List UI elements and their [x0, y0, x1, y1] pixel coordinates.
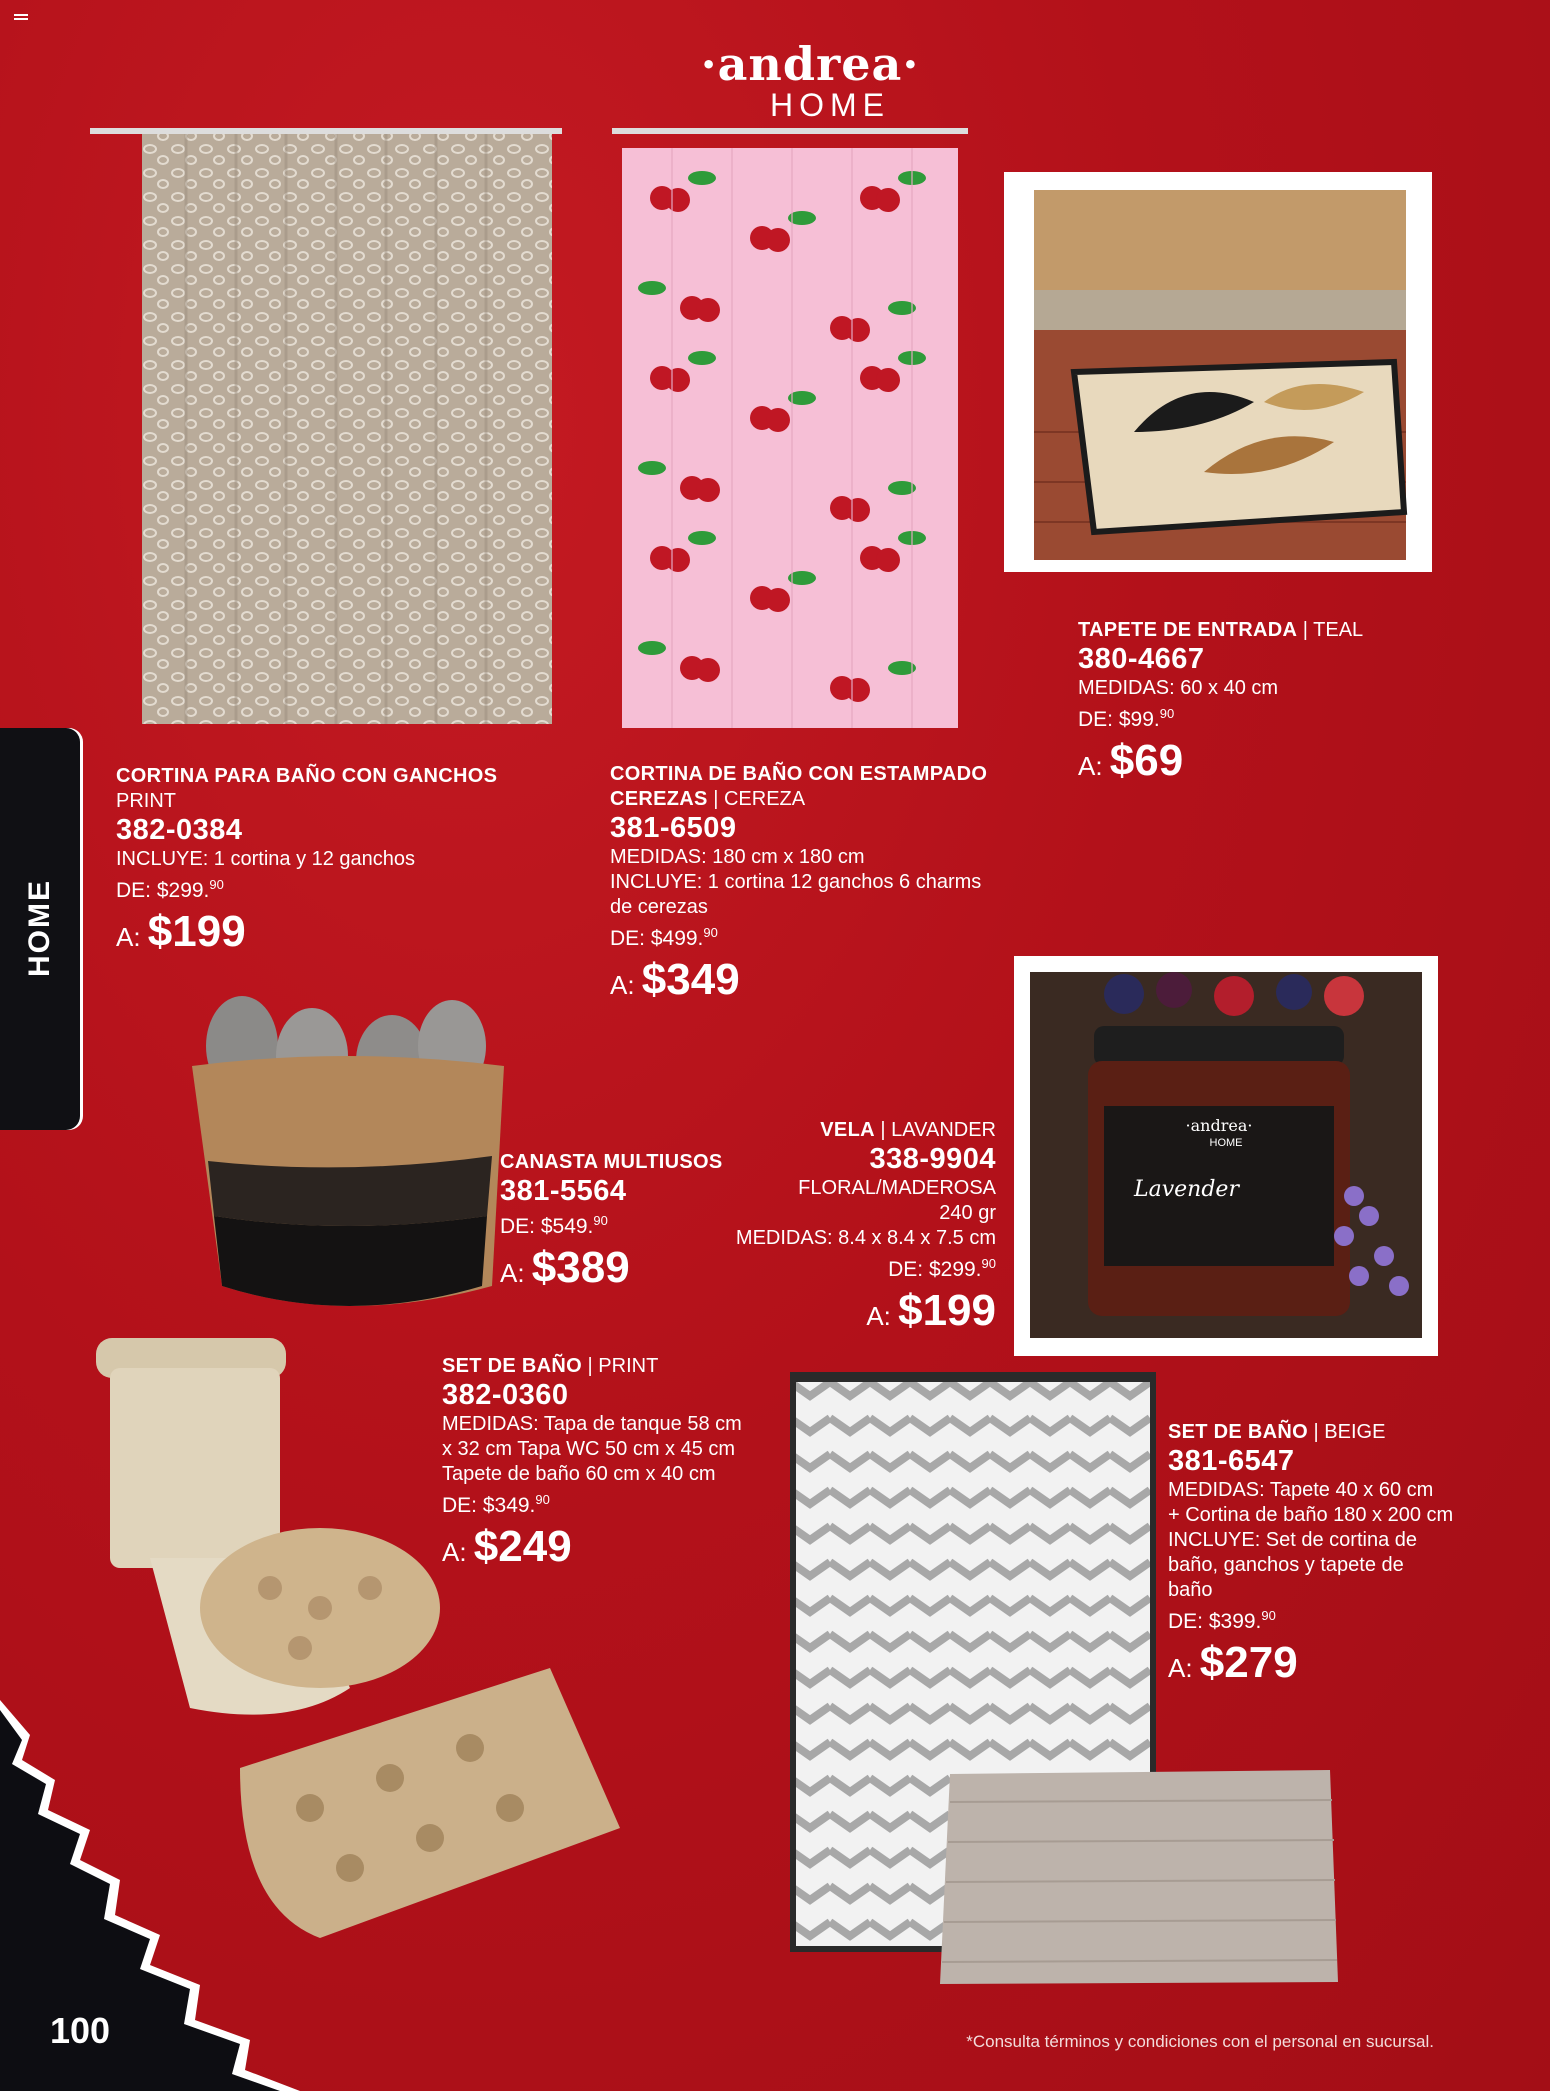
product-4-price: A: $389 [500, 1243, 630, 1292]
product-7-price-from: DE: $399.90 [1168, 1608, 1276, 1633]
entry-mat-image [1004, 172, 1432, 572]
product-3-info: TAPETE DE ENTRADA | TEAL 380-4667 MEDIDAS: 60 x 40 cm DE: $99.90 A: $69 [1078, 618, 1438, 786]
product-7-price: A: $279 [1168, 1638, 1298, 1687]
product-7-name: SET DE BAÑO [1168, 1421, 1308, 1443]
candle-scent: Lavender [1134, 1177, 1239, 1202]
product-7-detail: INCLUYE: Set de cortina de [1168, 1529, 1418, 1551]
product-4-price-from: DE: $549.90 [500, 1213, 608, 1238]
product-6-info: SET DE BAÑO | PRINT 382-0360 MEDIDAS: Tapa de tanque 58 cm x 32 cm Tapa WC 50 cm x 45 cm Tapete de baño 60 cm x 40 cm DE: $349.90 A: $249 [442, 1354, 782, 1572]
product-6-variant: PRINT [598, 1355, 659, 1377]
product-5-info: VELA | LAVANDER 338-9904 FLORAL/MADEROSA 240 gr MEDIDAS: 8.4 x 8.4 x 7.5 cm DE: $299.90 A: $199 [700, 1118, 996, 1336]
product-5-detail: 240 gr [939, 1202, 996, 1224]
product-7-code: 381-6547 [1168, 1445, 1295, 1477]
product-5-code: 338-9904 [869, 1143, 996, 1175]
disclaimer: *Consulta términos y condiciones con el personal en sucursal. [966, 2032, 1434, 2051]
product-1-price: A: $199 [116, 907, 246, 956]
product-7-detail: + Cortina de baño 180 x 200 cm [1168, 1504, 1454, 1526]
product-3-price-from: DE: $99.90 [1078, 706, 1175, 731]
product-5-price-from: DE: $299.90 [888, 1256, 996, 1281]
product-6-name: SET DE BAÑO [442, 1355, 582, 1377]
menu-icon[interactable] [14, 14, 28, 24]
product-5-detail: FLORAL/MADEROSA [798, 1177, 996, 1199]
brand-name: ·andrea· [700, 37, 920, 91]
product-2-info: CORTINA DE BAÑO CON ESTAMPADO CEREZAS | CEREZA 381-6509 MEDIDAS: 180 cm x 180 cm INCLUYE: 1 cortina 12 ganchos 6 charms de cerezas DE: $499.90 A: $349 [610, 762, 1030, 1005]
cherry-curtain-image [612, 128, 972, 736]
page-number: 100 [50, 2010, 111, 2051]
product-5-variant: LAVANDER [891, 1119, 996, 1141]
product-1-info [116, 764, 556, 957]
product-1-variant: PRINT [116, 790, 176, 812]
product-6-code: 382-0360 [442, 1379, 569, 1411]
product-3-price: A: $69 [1078, 736, 1184, 785]
product-2-detail: de cerezas [610, 896, 708, 918]
product-2-detail: INCLUYE: 1 cortina 12 ganchos 6 charms [610, 871, 982, 893]
brand-sub: HOME [770, 87, 890, 123]
product-7-detail: MEDIDAS: Tapete 40 x 60 cm [1168, 1479, 1434, 1501]
product-2-name: CORTINA DE BAÑO CON ESTAMPADO [610, 763, 988, 785]
product-2-code: 381-6509 [610, 812, 737, 844]
product-7-detail: baño [1168, 1579, 1213, 1601]
product-5-price: A: $199 [866, 1286, 996, 1335]
candle-image [1014, 956, 1438, 1356]
candle-brand: ·andrea· [1185, 1116, 1253, 1135]
product-7-detail: baño, ganchos y tapete de [1168, 1554, 1404, 1576]
product-3-detail: MEDIDAS: 60 x 40 cm [1078, 677, 1279, 699]
product-5-name: VELA [820, 1119, 875, 1141]
product-2-variant: CEREZA [723, 788, 806, 810]
leopard-curtain-image [86, 118, 566, 742]
product-6-price: A: $249 [442, 1522, 572, 1571]
product-1-price-from: DE: $299.90 [116, 877, 224, 902]
product-7-info: SET DE BAÑO | BEIGE 381-6547 MEDIDAS: Tapete 40 x 60 cm + Cortina de baño 180 x 200 cm INCLUYE: Set de cortina de baño, ganchos y tapete de baño DE: $399.90 A: $279 [1168, 1420, 1508, 1688]
section-tab [0, 728, 80, 1130]
product-6-detail: MEDIDAS: Tapa de tanque 58 cm [442, 1413, 742, 1435]
product-1-code: 382-0384 [116, 814, 243, 846]
product-2-price: A: $349 [610, 955, 740, 1004]
candle-sub: HOME [1209, 1137, 1243, 1149]
product-7-variant: BEIGE [1324, 1421, 1386, 1443]
product-3-name: TAPETE DE ENTRADA [1078, 619, 1298, 641]
product-5-detail: MEDIDAS: 8.4 x 8.4 x 7.5 cm [735, 1227, 996, 1249]
product-3-code: 380-4667 [1078, 643, 1205, 675]
product-1-detail: INCLUYE: 1 cortina y 12 ganchos [116, 848, 416, 870]
product-4-name: CANASTA MULTIUSOS [500, 1151, 723, 1173]
basket-image [182, 986, 512, 1326]
product-2-name2: CEREZAS [610, 788, 708, 810]
product-3-variant: TEAL [1313, 619, 1364, 641]
product-6-price-from: DE: $349.90 [442, 1492, 550, 1517]
brand-logo [660, 37, 960, 123]
product-2-price-from: DE: $499.90 [610, 925, 718, 950]
product-6-detail: x 32 cm Tapa WC 50 cm x 45 cm [442, 1438, 736, 1460]
product-1-name: CORTINA PARA BAÑO CON GANCHOS [116, 765, 498, 787]
product-6-detail: Tapete de baño 60 cm x 40 cm [442, 1463, 716, 1485]
section-tab-label: HOME [23, 879, 56, 977]
product-2-detail: MEDIDAS: 180 cm x 180 cm [610, 846, 865, 868]
product-4-code: 381-5564 [500, 1175, 627, 1207]
